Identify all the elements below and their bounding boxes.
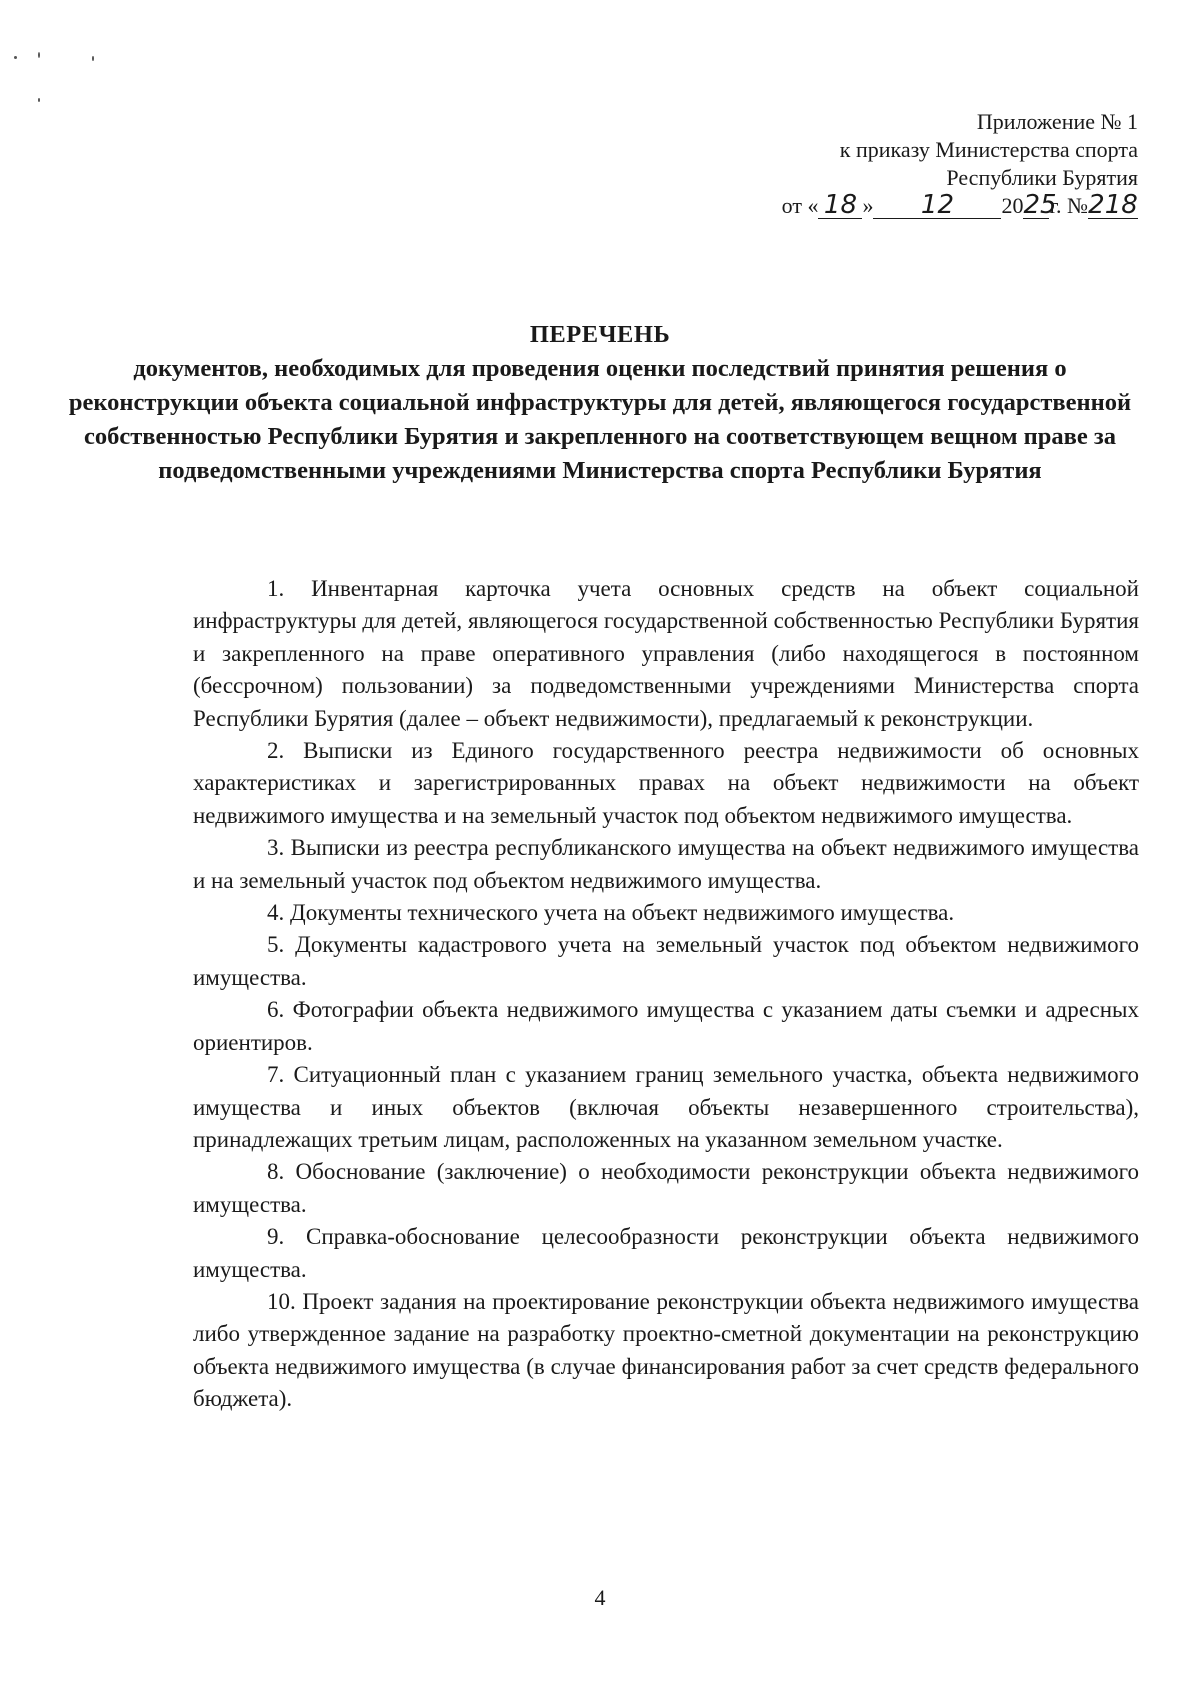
list-item: 1. Инвентарная карточка учета основных средств на объект социальной инфраструктуры для детей, являющегося государственной собственностью Республики Бурятия и закрепленного на праве оперативного управления (либо находящегося в постоянном (бессрочном) пользовании) за подведомственными учреждениями Министерства спорта Республики Бурятия (далее – объект недвижимости), предлагаемый к реконструкции. [193, 576, 1139, 731]
title-subtitle: документов, необходимых для проведения оценки последствий принятия решения о реконструкции объекта социальной инфраструктуры для детей, являющегося государственной собственностью Республики Бурятия и закрепленного на соответствующем вещном праве за подведомственными учреждениями Министерства спорта Республики Бурятия [68, 355, 1132, 484]
date-prefix: от « [781, 193, 819, 218]
scan-speck [38, 98, 40, 102]
list-item: 10. Проект задания на проектирование реконструкции объекта недвижимого имущества либо утвержденное задание на разработку проектно-сметной документации на реконструкцию объекта недвижимого имущества (в случае финансирования работ за счет средств федерального бюджета). [193, 1288, 1139, 1412]
document-title [60, 318, 1140, 488]
appendix-line-1: Приложение № 1 [976, 109, 1138, 134]
scan-speck [92, 56, 94, 61]
list-item: 3. Выписки из реестра республиканского имущества на объект недвижимого имущества и на земельный участок под объектом недвижимого имущества. [193, 835, 1139, 893]
title-heading: ПЕРЕЧЕНЬ [529, 321, 671, 348]
document-list [193, 573, 1139, 1416]
year-prefix: 20 [1001, 193, 1024, 218]
handwritten-month: 12 [873, 192, 1001, 219]
list-item: 6. Фотографии объекта недвижимого имущества с указанием даты съемки и адресных ориентиров. [193, 997, 1139, 1055]
handwritten-order-number: 218 [1088, 190, 1138, 220]
handwritten-day: 18 [818, 192, 862, 219]
scan-speck [38, 52, 40, 58]
scan-speck [14, 56, 17, 59]
order-date-line [782, 192, 1138, 220]
list-item: 5. Документы кадастрового учета на земельный участок под объектом недвижимого имущества. [193, 932, 1139, 990]
appendix-line-2: к приказу Министерства спорта [839, 137, 1138, 162]
list-item: 9. Справка-обоснование целесообразности реконструкции объекта недвижимого имущества. [193, 1224, 1139, 1282]
appendix-line-3: Республики Бурятия [946, 165, 1138, 190]
handwritten-year: 25 [1023, 190, 1057, 220]
appendix-header [782, 108, 1138, 220]
list-item: 4. Документы технического учета на объект недвижимого имущества. [267, 900, 955, 926]
number-prefix: г. № [1049, 193, 1088, 218]
list-item: 2. Выписки из Единого государственного реестра недвижимости об основных характеристиках и зарегистрированных правах на объект недвижимости на объект недвижимого имущества и на земельный участок под объектом недвижимого имущества. [193, 738, 1139, 828]
list-item: 8. Обоснование (заключение) о необходимости реконструкции объекта недвижимого имущества. [193, 1159, 1139, 1217]
list-item: 7. Ситуационный план с указанием границ земельного участка, объекта недвижимого имущества и иных объектов (включая объекты незавершенного строительства), принадлежащих третьим лицам, расположенных на указанном земельном участке. [193, 1062, 1139, 1152]
date-mid: » [862, 193, 874, 218]
page-number: 4 [594, 1585, 606, 1610]
